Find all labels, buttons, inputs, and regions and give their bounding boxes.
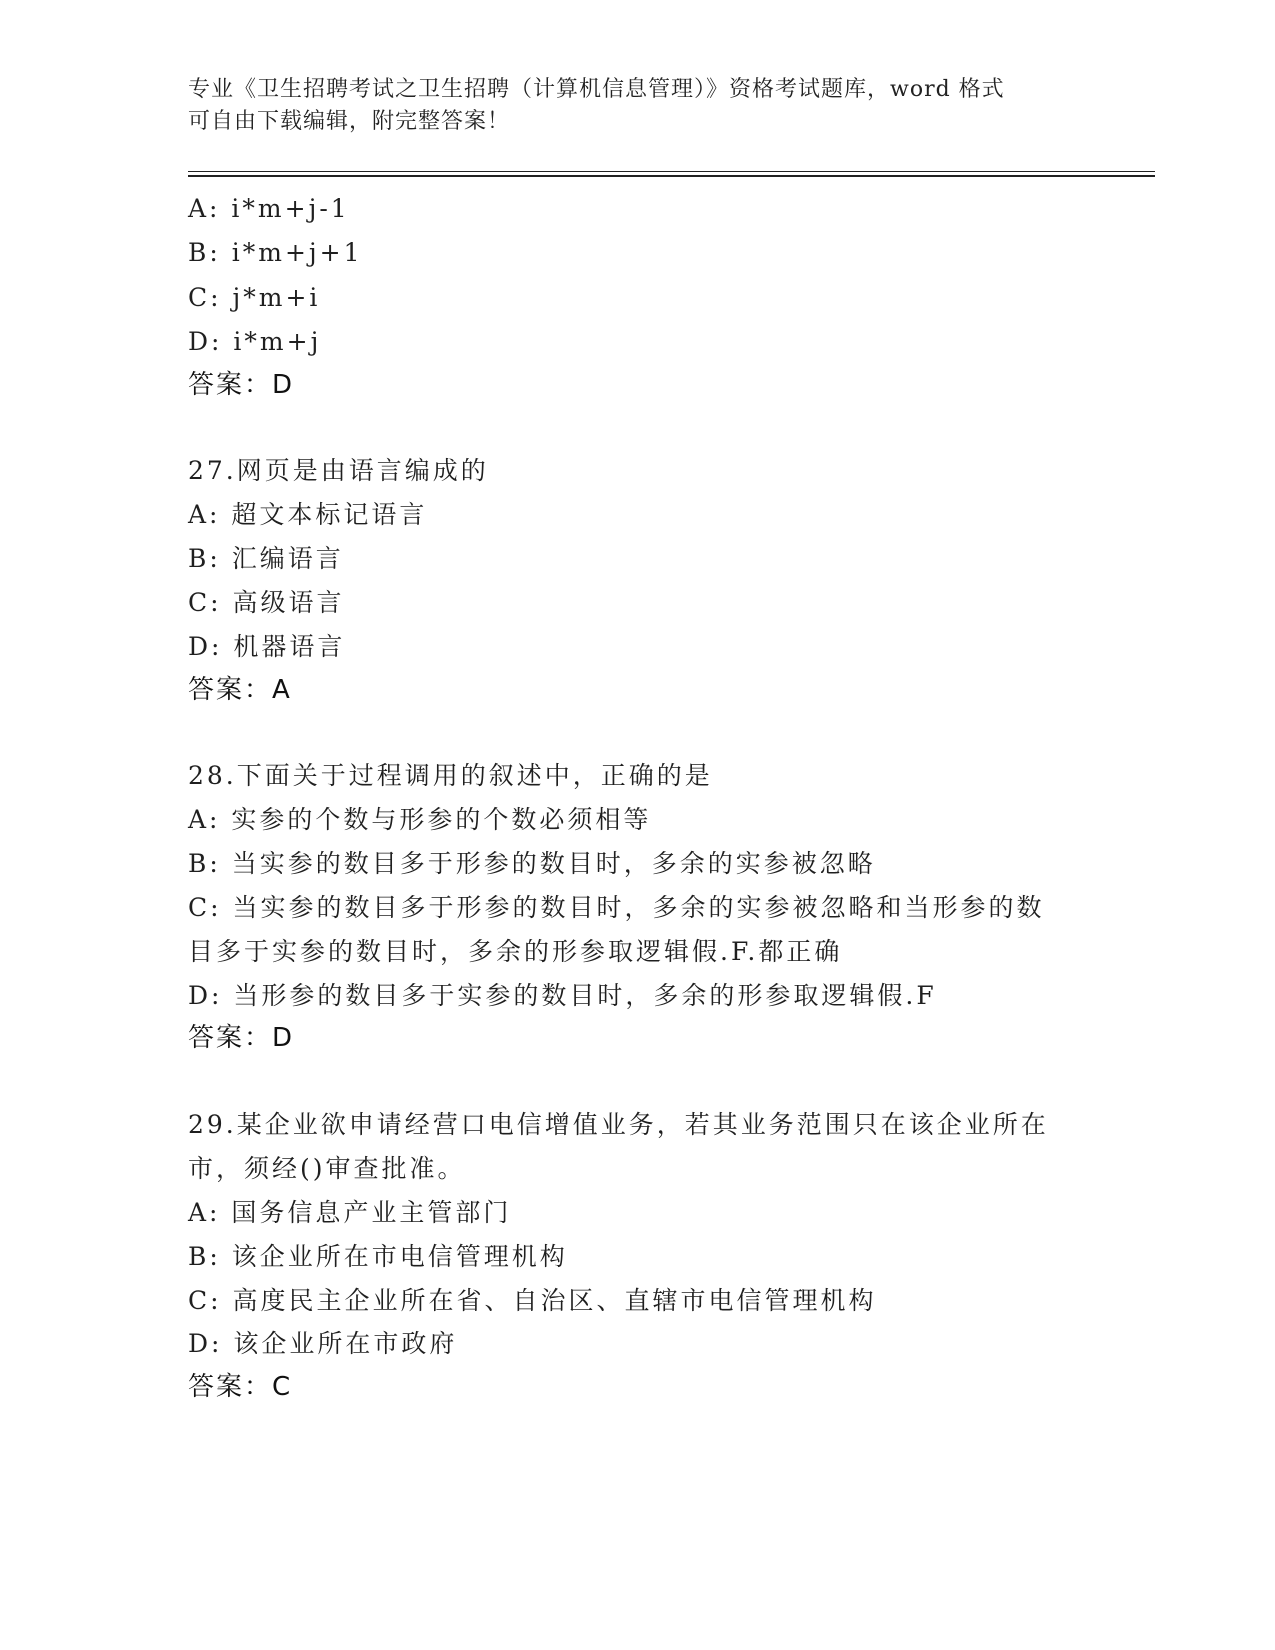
q29-answer: 答案：C [188,1372,293,1402]
q28-option-b: B: 当实参的数目多于形参的数目时，多余的实参被忽略 [188,849,876,878]
q28-option-d: D: 当形参的数目多于实参的数目时，多余的形参取逻辑假.F [188,981,937,1010]
document-header [188,74,1068,138]
q26-answer: 答案：D [188,370,295,400]
q26-option-a: A: i*m+j-1 [188,194,350,223]
q26-option-b: B: i*m+j+1 [188,238,363,267]
header-line-1: 专业《卫生招聘考试之卫生招聘（计算机信息管理）》资格考试题库，word 格式 [188,77,1005,102]
q27-option-c: C: 高级语言 [188,588,345,617]
q27-option-a: A: 超文本标记语言 [188,500,428,529]
q29-question-line-1: 29.某企业欲申请经营口电信增值业务，若其业务范围只在该企业所在 [188,1110,1049,1139]
q29-option-a: A: 国务信息产业主管部门 [188,1198,512,1227]
header-rule-thin [188,171,1155,172]
q29-option-d: D: 该企业所在市政府 [188,1329,458,1358]
q26-option-d: D: i*m+j [188,327,322,356]
q27-answer: 答案：A [188,675,292,705]
q28-option-c: C: 当实参的数目多于形参的数目时，多余的实参被忽略和当形参的数 [188,893,1045,922]
header-rule-thick [188,175,1155,177]
q27-option-b: B: 汇编语言 [188,544,344,573]
q28-answer: 答案：D [188,1023,295,1053]
q26-option-c: C: j*m+i [188,283,321,312]
q29-option-b: B: 该企业所在市电信管理机构 [188,1242,568,1271]
q27-question: 27.网页是由语言编成的 [188,456,489,485]
q27-option-d: D: 机器语言 [188,632,346,661]
header-line-2: 可自由下载编辑，附完整答案！ [188,109,511,134]
q28-option-c-continued: 目多于实参的数目时，多余的形参取逻辑假.F.都正确 [188,937,843,966]
q28-option-a: A: 实参的个数与形参的个数必须相等 [188,805,652,834]
q29-question-line-2: 市，须经()审查批准。 [188,1154,466,1183]
q28-question: 28.下面关于过程调用的叙述中，正确的是 [188,761,713,790]
q29-option-c: C: 高度民主企业所在省、自治区、直辖市电信管理机构 [188,1286,877,1315]
